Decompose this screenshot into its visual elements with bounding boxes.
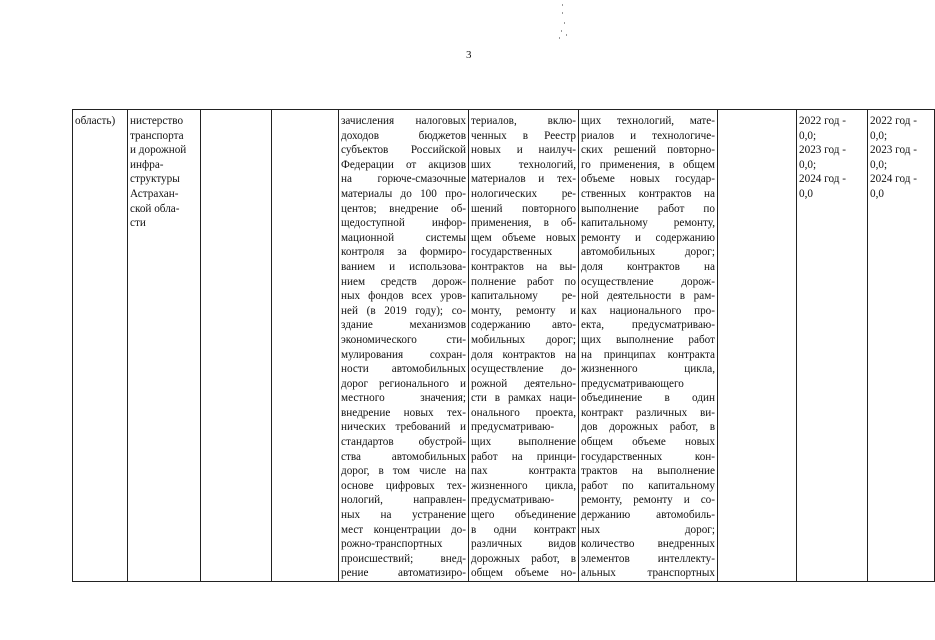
cell-text-line: государственных кон- (581, 450, 715, 463)
cell-text-line: предусматриваю- (471, 421, 555, 434)
cell-text-line: щих выполнение (471, 436, 576, 449)
cell-text-line: щего объединение (471, 509, 576, 522)
cell-text-line: ремонту и содержанию (581, 231, 715, 244)
cell-text-line: монту, ремонту и (471, 304, 576, 317)
cell-text-line: 0,0; (799, 158, 817, 171)
cell-text-line: го применения, в общем (581, 158, 715, 171)
cell-text-line: дорог регионального и (341, 377, 466, 390)
cell-text-line: материалы до 100 про- (341, 187, 466, 200)
cell-text-line: щих технологий, мате- (581, 115, 715, 127)
cell-text-line: зачисления налоговых (341, 115, 466, 127)
cell-text-line: 0,0 (870, 187, 884, 200)
cell-text-line: элементов интеллекту- (581, 552, 715, 565)
table-row (73, 110, 935, 582)
cell-text-line: сти (130, 217, 146, 230)
empty-cell-2 (272, 110, 339, 582)
indicators-cell (579, 110, 718, 582)
cell-text-line: центов; внедрение об- (341, 202, 466, 215)
cell-text-line: основе цифровых тех- (341, 479, 466, 492)
cell-text-line: ных фондов всех уров- (341, 290, 466, 303)
empty-cell-3 (718, 110, 797, 582)
cell-text-line: контроля за формиро- (341, 246, 466, 259)
cell-text-line: мест концентрации до- (341, 523, 466, 536)
cell-text-line: 2023 год - (870, 144, 917, 157)
cell-text-line: 0,0; (870, 129, 888, 142)
cell-text-line: дов дорожных работ, в (581, 421, 715, 434)
cell-text-line: работ на принци- (471, 450, 576, 463)
cell-text-line: ской обла- (130, 202, 180, 215)
cell-text-line: инфра- (130, 158, 164, 171)
measures-cell (339, 110, 469, 582)
scan-specks (540, 4, 580, 44)
cell-text-line: объеме новых государ- (581, 173, 715, 186)
cell-text-line: на горюче-смазочные (341, 173, 466, 186)
cell-text-line: нических требований и (341, 421, 466, 434)
fact-values-cell (868, 110, 935, 582)
cell-text-line: различных видов (471, 538, 576, 551)
cell-text-line: доля контрактов на (471, 348, 576, 361)
cell-text-line: 2024 год - (870, 173, 917, 186)
cell-text-line: мулирования сохран- (341, 348, 466, 361)
empty-cell-1 (201, 110, 272, 582)
cell-text-line: контрактов на вы- (471, 260, 576, 273)
cell-text-line: рение автоматизиро- (341, 567, 466, 580)
cell-text-line: жизненного цикла, (471, 479, 576, 492)
cell-text-line: ченных в Реестр (471, 129, 576, 142)
cell-text-line: контракт различных ви- (581, 406, 715, 419)
cell-text-line: новых и наилуч- (471, 144, 576, 157)
cell-text-line: шений повторного (471, 202, 576, 215)
cell-text-line: полнение работ по (471, 275, 576, 288)
cell-text-line: автомобильных дорог; (581, 246, 715, 259)
cell-text-line: рожной деятельно- (471, 377, 576, 390)
cell-text-line: 2023 год - (799, 144, 846, 157)
cell-text-line: пах контракта (471, 465, 576, 478)
page-number: 3 (466, 49, 472, 61)
cell-text-line: местного значения; (341, 392, 466, 405)
cell-text-line: 2024 год - (799, 173, 846, 186)
cell-text-line: щих выполнение работ (581, 333, 715, 346)
cell-text-line: дорог, в том числе на (341, 465, 466, 478)
cell-text-line: доходов бюджетов (341, 129, 466, 142)
cell-text-line: внедрение новых тех- (341, 406, 466, 419)
cell-text-line: материалов и тех- (471, 173, 576, 186)
cell-text-line: держанию автомобиль- (581, 509, 715, 522)
cell-text-line: Астрахан- (130, 187, 179, 200)
cell-text-line: ственных контрактов на (581, 187, 715, 200)
cell-text-line: ремонту, ремонту и со- (581, 494, 715, 507)
cell-text-line: жизненного цикла, (581, 363, 715, 376)
cell-text-line: капитальному ре- (471, 290, 576, 303)
cell-text-line: ских решений повторно- (581, 144, 715, 157)
cell-text-line: государственных (471, 246, 553, 259)
cell-text-line: рожно-транспортных (341, 538, 443, 551)
region-cell (73, 110, 128, 582)
cell-text-line: доля контрактов на (581, 260, 715, 273)
cell-text-line: и дорожной (130, 144, 187, 157)
plan-values-cell (797, 110, 868, 582)
cell-text-line: количество внедренных (581, 538, 715, 551)
cell-text-line: транспорта (130, 129, 184, 142)
cell-text-line: 2022 год - (870, 115, 917, 127)
cell-text-line: щедоступной инфор- (341, 217, 466, 230)
cell-text-line: екта, предусматриваю- (581, 319, 715, 332)
cell-text-line: нистерство (130, 115, 184, 127)
cell-text-line: нием средств дорож- (341, 275, 466, 288)
cell-text-line: нологий, направлен- (341, 494, 466, 507)
cell-text-line: териалов, вклю- (471, 115, 576, 127)
cell-text-line: сти в рамках наци- (471, 392, 576, 405)
cell-text-line: риалов и технологиче- (581, 129, 715, 142)
cell-text-line: область) (75, 115, 116, 127)
cell-text-line: мационной системы (341, 231, 466, 244)
cell-text-line: 0,0 (799, 187, 813, 200)
cell-text-line: ности автомобильных (341, 363, 466, 376)
document-table (72, 109, 935, 582)
ministry-cell (128, 110, 201, 582)
cell-text-line: ках национального про- (581, 304, 715, 317)
cell-text-line: общем объеме но- (471, 567, 576, 580)
cell-text-line: предусматривающего (581, 377, 684, 390)
cell-text-line: осуществление дорож- (581, 275, 715, 288)
cell-text-line: стандартов обустрой- (341, 436, 466, 449)
cell-text-line: происшествий; внед- (341, 552, 466, 565)
cell-text-line: Федерации от акцизов (341, 158, 466, 171)
cell-text-line: в одни контракт (471, 523, 576, 536)
cell-text-line: ших технологий, (471, 158, 576, 171)
cell-text-line: работ по капитальному (581, 479, 715, 492)
cell-text-line: ства автомобильных (341, 450, 466, 463)
cell-text-line: ней (в 2019 году); со- (341, 304, 466, 317)
cell-text-line: выполнение работ по (581, 202, 715, 215)
cell-text-line: содержанию авто- (471, 319, 576, 332)
cell-text-line: ной деятельности в рам- (581, 290, 715, 303)
cell-text-line: общем объеме новых (581, 436, 715, 449)
materials-cell (469, 110, 579, 582)
cell-text-line: применения, в об- (471, 217, 576, 230)
cell-text-line: мобильных дорог; (471, 333, 576, 346)
cell-text-line: на принципах контракта (581, 348, 715, 361)
cell-text-line: дорожных работ, в (471, 552, 576, 565)
cell-text-line: трактов на выполнение (581, 465, 715, 478)
cell-text-line: предусматриваю- (471, 494, 555, 507)
cell-text-line: 2022 год - (799, 115, 846, 127)
cell-text-line: 0,0; (870, 158, 888, 171)
cell-text-line: ванием и использова- (341, 260, 466, 273)
cell-text-line: 0,0; (799, 129, 817, 142)
cell-text-line: объединение в один (581, 392, 715, 405)
cell-text-line: осуществление до- (471, 363, 576, 376)
cell-text-line: щем объеме новых (471, 231, 576, 244)
cell-text-line: капитальному ремонту, (581, 217, 715, 230)
cell-text-line: онального проекта, (471, 406, 576, 419)
cell-text-line: ных дорог; (581, 523, 715, 536)
cell-text-line: экономического сти- (341, 333, 466, 346)
cell-text-line: здание механизмов (341, 319, 466, 332)
cell-text-line: альных транспортных (581, 567, 715, 580)
cell-text-line: нологических ре- (471, 187, 576, 200)
cell-text-line: субъектов Российской (341, 144, 466, 157)
cell-text-line: структуры (130, 173, 180, 186)
cell-text-line: ных на устранение (341, 509, 466, 522)
